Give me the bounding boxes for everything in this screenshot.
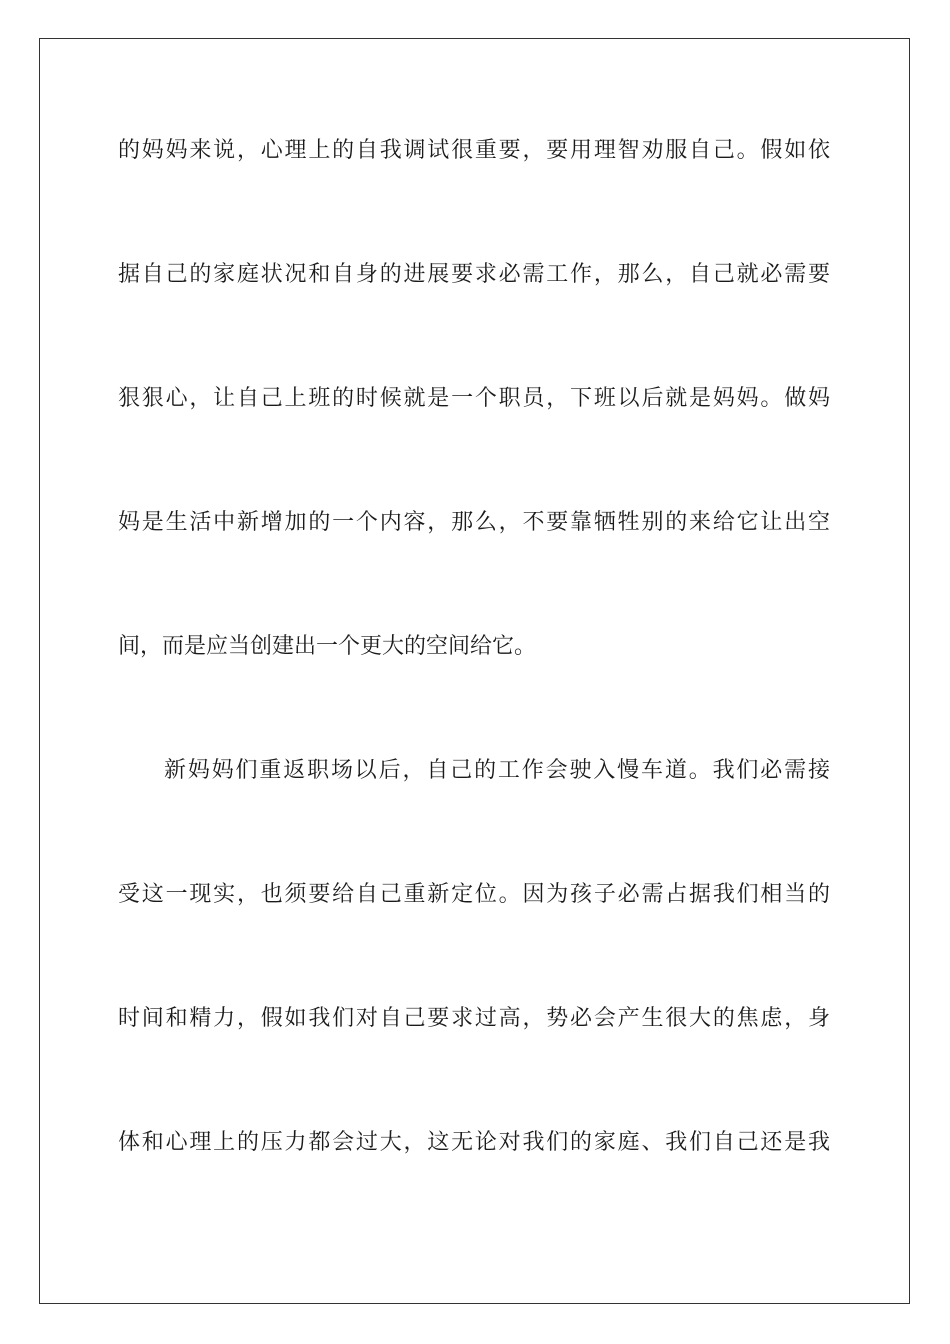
page-frame xyxy=(39,38,910,1304)
paragraph-2-line-4: 体和心理上的压力都会过大，这无论对我们的家庭、我们自己还是我 xyxy=(118,1130,830,1155)
paragraph-1-line-1: 的妈妈来说，心理上的自我调试很重要，要用理智劝服自己。假如依 xyxy=(118,138,830,163)
paragraph-1-line-2: 据自己的家庭状况和自身的进展要求必需工作，那么，自己就必需要 xyxy=(118,262,830,287)
paragraph-2-line-3: 时间和精力，假如我们对自己要求过高，势必会产生很大的焦虑，身 xyxy=(118,1006,830,1031)
paragraph-2-line-2: 受这一现实，也须要给自己重新定位。因为孩子必需占据我们相当的 xyxy=(118,882,830,907)
paragraph-1-line-5: 间，而是应当创建出一个更大的空间给它。 xyxy=(118,634,537,659)
paragraph-1-line-4: 妈是生活中新增加的一个内容，那么，不要靠牺牲别的来给它让出空 xyxy=(118,510,830,535)
paragraph-1-line-3: 狠狠心，让自己上班的时候就是一个职员，下班以后就是妈妈。做妈 xyxy=(118,386,830,411)
paragraph-2-line-1: 新妈妈们重返职场以后，自己的工作会驶入慢车道。我们必需接 xyxy=(164,758,830,783)
